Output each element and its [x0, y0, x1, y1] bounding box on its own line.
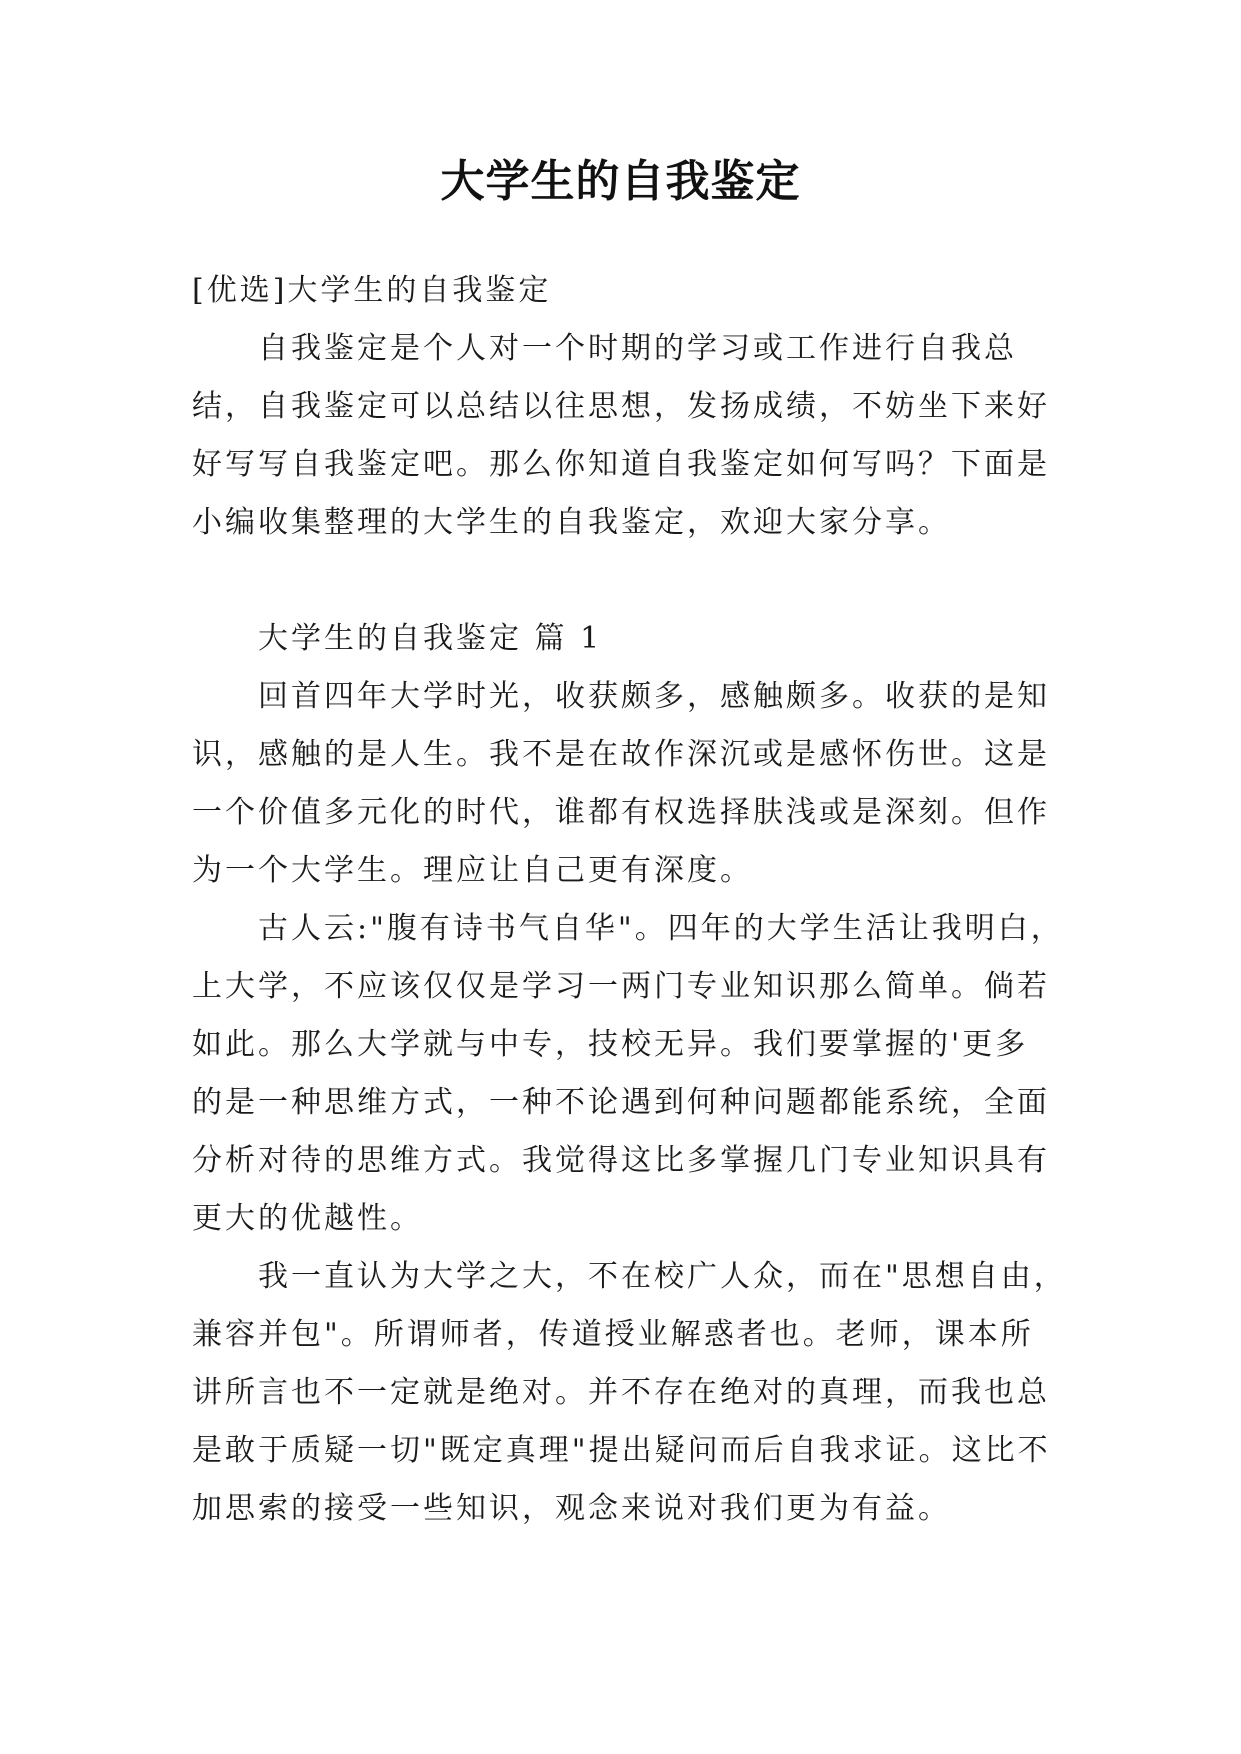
document-body — [192, 262, 1067, 1538]
text-line: 更大的优越性。 — [192, 1201, 423, 1236]
text-line: 兼容并包"。所谓师者，传道授业解惑者也。老师，课本所 — [192, 1317, 1034, 1352]
text-line: 分析对待的思维方式。我觉得这比多掌握几门专业知识具有 — [192, 1143, 1050, 1178]
text-line: 我一直认为大学之大，不在校广人众，而在"思想自由， — [258, 1259, 1067, 1294]
text-line: 为一个大学生。理应让自己更有深度。 — [192, 853, 753, 888]
text-line: 好写写自我鉴定吧。那么你知道自我鉴定如何写吗？下面是 — [192, 447, 1050, 482]
text-line: 古人云:"腹有诗书气自华"。四年的大学生活让我明白， — [258, 911, 1064, 946]
document-subtitle: [优选]大学生的自我鉴定 — [192, 273, 552, 308]
text-line: 小编收集整理的大学生的自我鉴定，欢迎大家分享。 — [192, 505, 951, 540]
paragraph-gap — [192, 552, 1052, 610]
paragraph-3 — [192, 1248, 1067, 1538]
text-line: 加思索的接受一些知识，观念来说对我们更为有益。 — [192, 1491, 951, 1526]
text-line: 识，感触的是人生。我不是在故作深沉或是感怀伤世。这是 — [192, 737, 1050, 772]
text-line: 如此。那么大学就与中专，技校无异。我们要掌握的'更多 — [192, 1027, 1029, 1062]
text-line: 是敢于质疑一切"既定真理"提出疑问而后自我求证。这比不 — [192, 1433, 1051, 1468]
text-line: 自我鉴定是个人对一个时期的学习或工作进行自我总 — [258, 331, 1017, 366]
intro-paragraph — [192, 320, 1052, 552]
paragraph-1 — [192, 668, 1052, 900]
text-line: 的是一种思维方式，一种不论遇到何种问题都能系统，全面 — [192, 1085, 1050, 1120]
section-heading: 大学生的自我鉴定 篇 1 — [258, 621, 603, 656]
text-line: 上大学，不应该仅仅是学习一两门专业知识那么简单。倘若 — [192, 969, 1050, 1004]
text-line: 结，自我鉴定可以总结以往思想，发扬成绩，不妨坐下来好 — [192, 389, 1050, 424]
document-title: 大学生的自我鉴定 — [440, 156, 801, 207]
text-line: 一个价值多元化的时代，谁都有权选择肤浅或是深刻。但作 — [192, 795, 1050, 830]
text-line: 讲所言也不一定就是绝对。并不存在绝对的真理，而我也总 — [192, 1375, 1050, 1410]
paragraph-2 — [192, 900, 1064, 1248]
text-line: 回首四年大学时光，收获颇多，感触颇多。收获的是知 — [258, 679, 1050, 714]
